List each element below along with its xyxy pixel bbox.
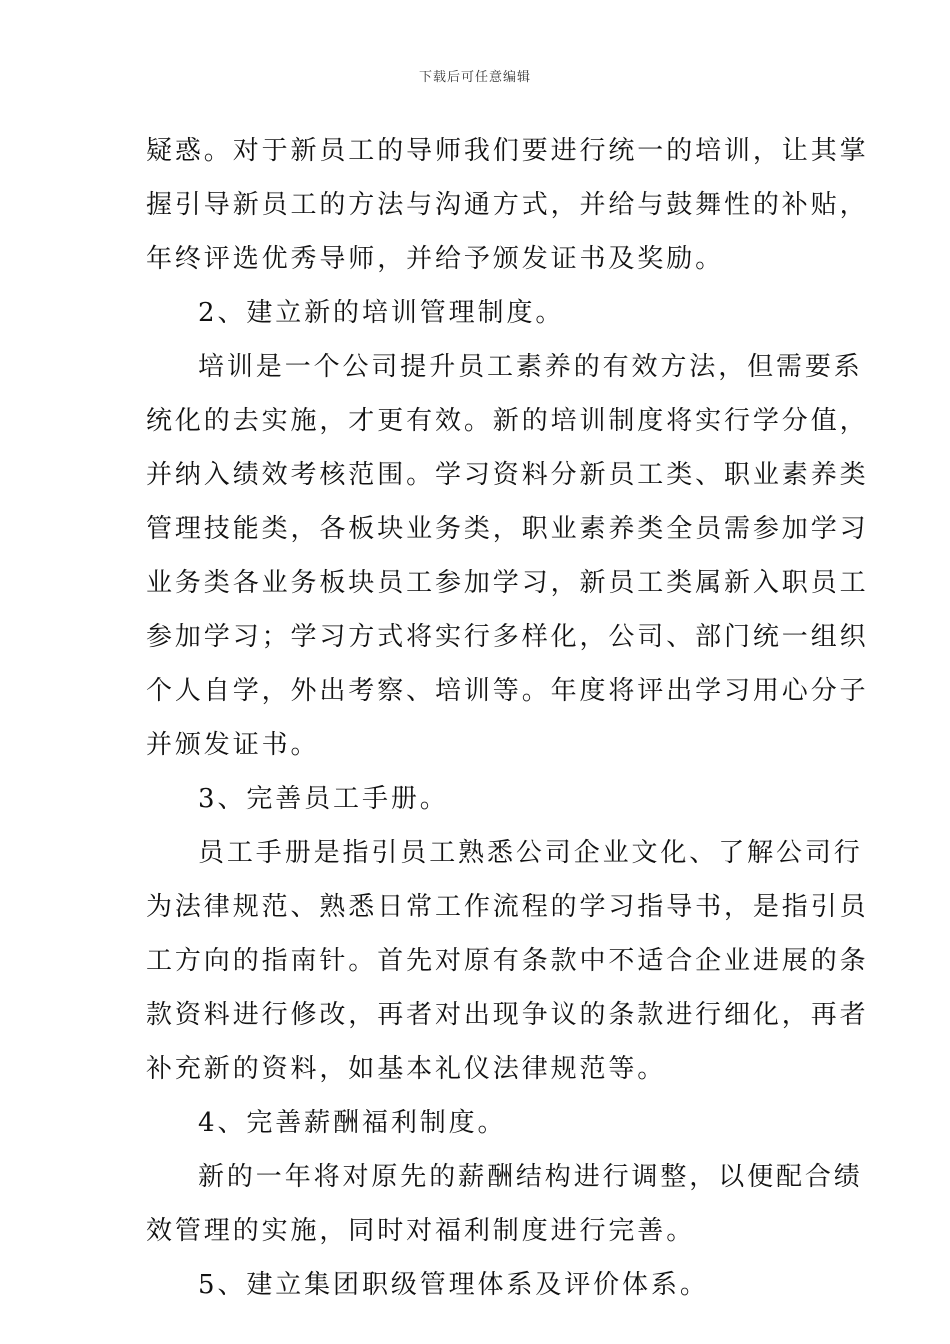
text-line: 统化的去实施，才更有效。新的培训制度将实行学分值， xyxy=(146,406,869,436)
text-line: 培训是一个公司提升员工素养的有效方法，但需要系 xyxy=(198,352,863,382)
text-line: 并颁发证书。 xyxy=(146,730,320,760)
section-heading: 4、完善薪酬福利制度。 xyxy=(198,1108,507,1138)
body-text xyxy=(146,124,869,1312)
text-line: 个人自学，外出考察、培训等。年度将评出学习用心分子 xyxy=(146,676,869,706)
text-line: 年终评选优秀导师，并给予颁发证书及奖励。 xyxy=(146,244,725,274)
text-line: 业务类各业务板块员工参加学习，新员工类属新入职员工 xyxy=(146,568,869,598)
header-note: 下载后可任意编辑 xyxy=(418,70,531,85)
text-line: 补充新的资料，如基本礼仪法律规范等。 xyxy=(146,1054,667,1084)
text-line: 参加学习；学习方式将实行多样化，公司、部门统一组织 xyxy=(146,622,869,652)
section-heading: 2、建立新的培训管理制度。 xyxy=(198,298,565,328)
text-line: 新的一年将对原先的薪酬结构进行调整，以便配合绩 xyxy=(198,1162,863,1192)
text-line: 握引导新员工的方法与沟通方式，并给与鼓舞性的补贴， xyxy=(146,190,869,220)
text-line: 工方向的指南针。首先对原有条款中不适合企业进展的条 xyxy=(146,946,869,976)
text-line: 为法律规范、熟悉日常工作流程的学习指导书，是指引员 xyxy=(146,892,869,922)
text-line: 款资料进行修改，再者对出现争议的条款进行细化，再者 xyxy=(146,1000,869,1030)
section-heading: 3、完善员工手册。 xyxy=(198,784,449,814)
text-line: 效管理的实施，同时对福利制度进行完善。 xyxy=(146,1216,696,1246)
text-line: 疑惑。对于新员工的导师我们要进行统一的培训，让其掌 xyxy=(146,136,869,166)
section-heading: 5、建立集团职级管理体系及评价体系。 xyxy=(198,1270,709,1300)
text-line: 员工手册是指引员工熟悉公司企业文化、了解公司行 xyxy=(198,838,863,868)
text-line: 并纳入绩效考核范围。学习资料分新员工类、职业素养类 xyxy=(146,460,869,490)
text-line: 管理技能类，各板块业务类，职业素养类全员需参加学习 xyxy=(146,514,869,544)
